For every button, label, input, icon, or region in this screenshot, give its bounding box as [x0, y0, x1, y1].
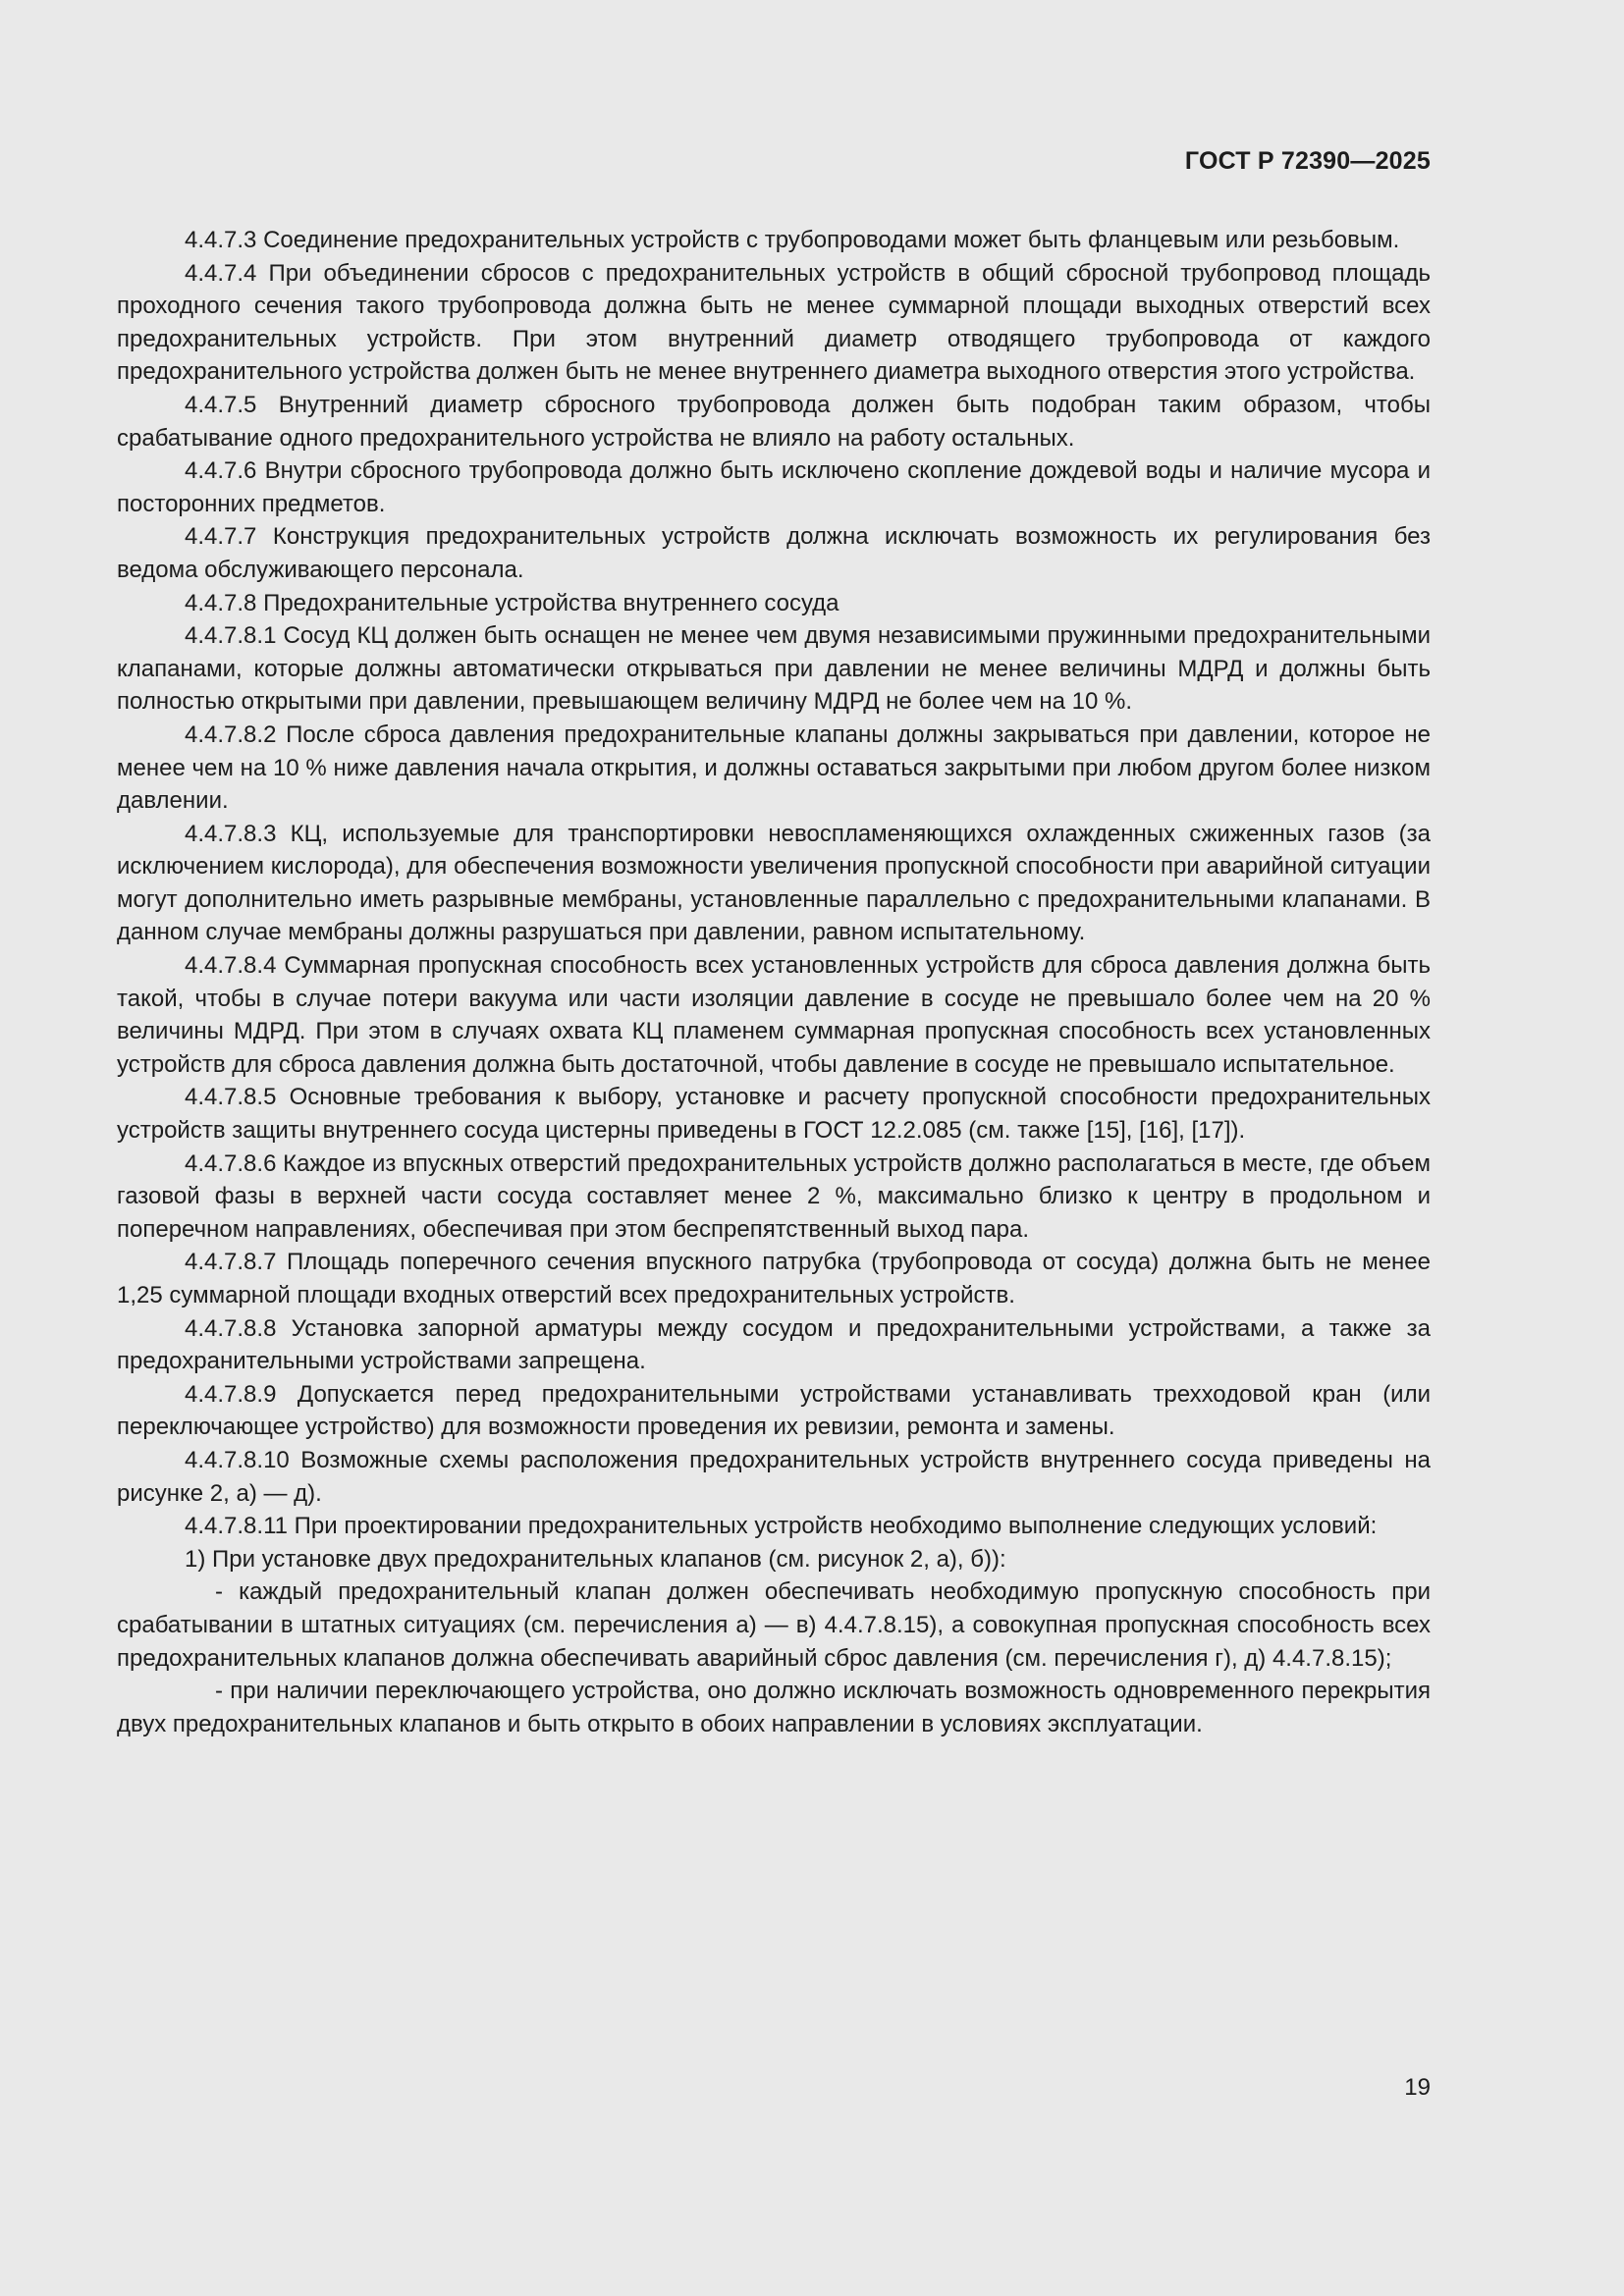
- paragraph: 4.4.7.8.7 Площадь поперечного сечения впускного патрубка (трубопровода от сосуда) должна быть не менее 1,25 суммарной площади входных отверстий всех предохранительных устройств.: [117, 1249, 1431, 1308]
- dash-list-item: - каждый предохранительный клапан должен обеспечивать необходимую пропускную способность при срабатывании в штатных ситуациях (см. перечисления а) — в) 4.4.7.8.15), а совокупная пропускная способность всех предохранительных клапанов должна обеспечивать аварийный сброс давления (см. перечисления г), д) 4.4.7.8.15);: [117, 1578, 1431, 1672]
- paragraph: 4.4.7.8.1 Сосуд КЦ должен быть оснащен не менее чем двумя независимыми пружинными предохранительными клапанами, которые должны автоматически открываться при давлении не менее величины МДРД и должны быть полностью открытыми при давлении, превышающем величину МДРД не более чем на 10 %.: [117, 622, 1431, 716]
- document-body: [117, 224, 1431, 1740]
- document-header: ГОСТ Р 72390—2025: [1184, 147, 1431, 175]
- list-item: 1) При установке двух предохранительных клапанов (см. рисунок 2, а), б)):: [185, 1545, 1006, 1573]
- dash-list-item: - при наличии переключающего устройства, оно должно исключать возможность одновременного перекрытия двух предохранительных клапанов и быть открыто в обоих направлении в условиях эксплуатации.: [117, 1678, 1431, 1737]
- paragraph: 4.4.7.6 Внутри сбросного трубопровода должно быть исключено скопление дождевой воды и наличие мусора и посторонних предметов.: [117, 457, 1431, 517]
- page-number: 19: [1404, 2074, 1431, 2101]
- paragraph: 4.4.7.3 Соединение предохранительных устройств с трубопроводами может быть фланцевым или резьбовым.: [185, 227, 1400, 253]
- paragraph: 4.4.7.8.6 Каждое из впускных отверстий предохранительных устройств должно располагаться в месте, где объем газовой фазы в верхней части сосуда составляет менее 2 %, максимально близко к центру в продольном и поперечном направлениях, обеспечивая при этом беспрепятственный выход пара.: [117, 1149, 1431, 1243]
- paragraph: 4.4.7.8.11 При проектировании предохранительных устройств необходимо выполнение следующих условий:: [185, 1513, 1378, 1540]
- paragraph: 4.4.7.8.9 Допускается перед предохранительными устройствами устанавливать трехходовой кран (или переключающее устройство) для возможности проведения их ревизии, ремонта и замены.: [117, 1380, 1431, 1441]
- paragraph: 4.4.7.8 Предохранительные устройства внутреннего сосуда: [185, 589, 839, 616]
- paragraph: 4.4.7.4 При объединении сбросов с предохранительных устройств в общий сбросной трубопровод площадь проходного сечения такого трубопровода должна быть не менее суммарной площади выходных отверстий всех предохранительных устройств. При этом внутренний диаметр отводящего трубопровода от каждого предохранительного устройства должен быть не менее внутреннего диаметра выходного отверстия этого устройства.: [117, 259, 1431, 386]
- paragraph: 4.4.7.5 Внутренний диаметр сбросного трубопровода должен быть подобран таким образом, чтобы срабатывание одного предохранительного устройства не влияло на работу остальных.: [117, 391, 1431, 452]
- paragraph: 4.4.7.8.8 Установка запорной арматуры между сосудом и предохранительными устройствами, а также за предохранительными устройствами запрещена.: [117, 1314, 1431, 1375]
- paragraph: 4.4.7.8.2 После сброса давления предохранительные клапаны должны закрываться при давлении, которое не менее чем на 10 % ниже давления начала открытия, и должны оставаться закрытыми при любом другом более низком давлении.: [117, 721, 1431, 815]
- paragraph: 4.4.7.8.3 КЦ, используемые для транспортировки невоспламеняющихся охлажденных сжиженных газов (за исключением кислорода), для обеспечения возможности увеличения пропускной способности при аварийной ситуации могут дополнительно иметь разрывные мембраны, установленные параллельно с предохранительными клапанами. В данном случае мембраны должны разрушаться при давлении, равном испытательному.: [117, 820, 1431, 946]
- paragraph: 4.4.7.8.10 Возможные схемы расположения предохранительных устройств внутреннего сосуда приведены на рисунке 2, а) — д).: [117, 1446, 1431, 1507]
- paragraph: 4.4.7.8.4 Суммарная пропускная способность всех установленных устройств для сброса давления должна быть такой, чтобы в случае потери вакуума или части изоляции давление в сосуде не превышало более чем на 20 % величины МДРД. При этом в случаях охвата КЦ пламенем суммарная пропускная способность всех установленных устройств для сброса давления должна быть достаточной, чтобы давление в сосуде не превышало испытательное.: [117, 952, 1431, 1078]
- paragraph: 4.4.7.8.5 Основные требования к выбору, установке и расчету пропускной способности предохранительных устройств защиты внутреннего сосуда цистерны приведены в ГОСТ 12.2.085 (см. также [15], [16], [17]).: [117, 1084, 1431, 1145]
- paragraph: 4.4.7.7 Конструкция предохранительных устройств должна исключать возможность их регулирования без ведома обслуживающего персонала.: [117, 523, 1431, 583]
